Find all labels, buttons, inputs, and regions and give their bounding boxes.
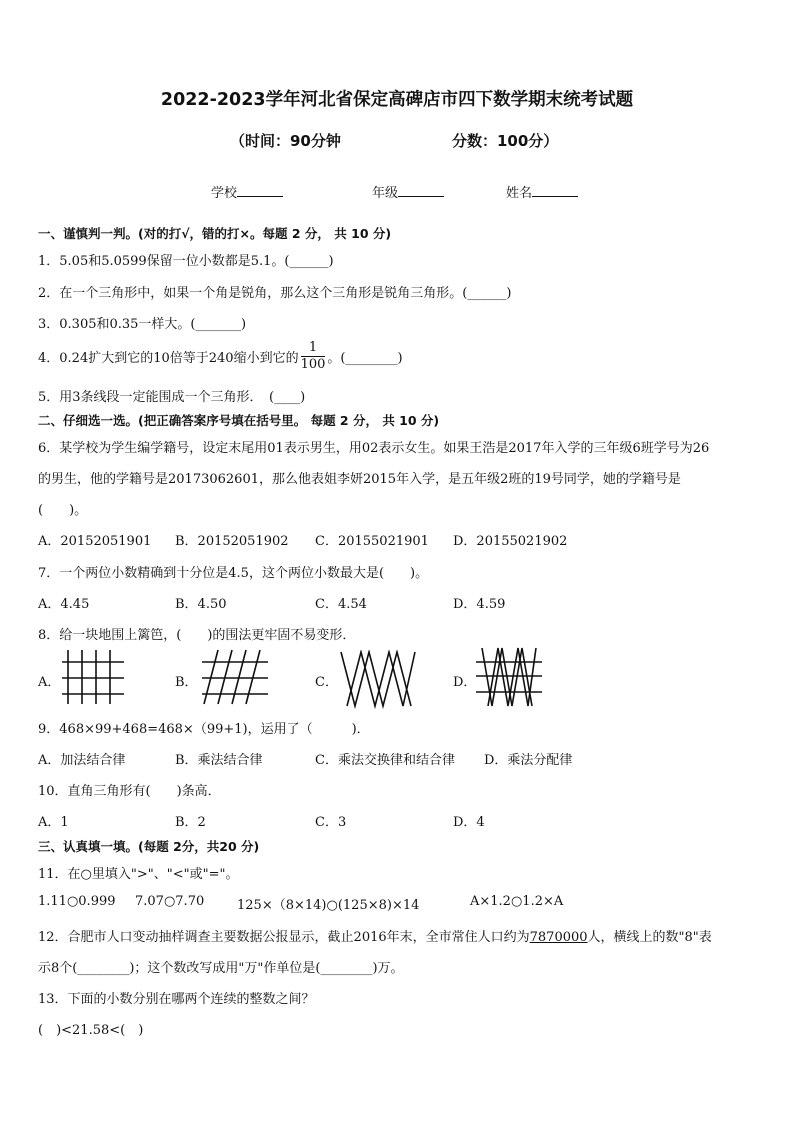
question-4 — [38, 340, 403, 373]
q11-item-2: 7.07○7.70 — [135, 894, 205, 909]
q11-item-1: 1.11○0.999 — [38, 894, 116, 909]
q9-option-b: B．乘法结合律 — [175, 753, 263, 768]
q7-option-c: C．4.54 — [315, 597, 367, 612]
question-6-line1: 6．某学校为学生编学籍号，设定末尾用01表示男生，用02表示女生。如果王浩是2017年入学的三年级6班学号为26 — [38, 441, 710, 456]
name-field — [506, 182, 578, 201]
name-label: 姓名 — [506, 186, 533, 201]
question-2: 2．在一个三角形中，如果一个角是锐角，那么这个三角形是锐角三角形。(______) — [38, 286, 512, 301]
exam-score: 分数：100分） — [452, 132, 559, 150]
q8-option-b: B． — [175, 675, 198, 690]
q6-option-d: D．20155021902 — [453, 534, 568, 549]
question-13-line2: ( )<21.58<( ) — [38, 1023, 144, 1038]
question-1: 1．5.05和5.0599保留一位小数都是5.1。(______) — [38, 254, 334, 269]
fraction-numerator: 1 — [301, 340, 326, 357]
school-field — [211, 182, 283, 201]
q11-item-4: A×1.2○1.2×A — [470, 894, 564, 909]
q9-option-d: D．乘法分配律 — [484, 753, 573, 768]
page-title: 2022-2023学年河北省保定高碑店市四下数学期末统考试题 — [160, 90, 634, 110]
fence-figure-d — [474, 646, 546, 710]
fence-figure-b — [198, 648, 274, 708]
q7-option-a: A．4.45 — [38, 597, 90, 612]
q8-option-c: C． — [315, 675, 338, 690]
question-8: 8．给一块地围上篱笆，( )的围法更牢固不易变形． — [38, 628, 356, 643]
question-6-line3: ( )。 — [38, 503, 88, 518]
q6-option-a: A．20152051901 — [38, 534, 152, 549]
question-4-blank: 。(________) — [327, 351, 403, 366]
fence-figure-a — [60, 648, 130, 708]
question-6-line2: 的男生，他的学籍号是20173062601，那么他表姐李妍2015年入学，是五年级2班的19号同学，她的学籍号是 — [38, 472, 681, 487]
section3-heading: 三、认真填一填。(每题 2分，共20 分) — [38, 839, 260, 854]
q10-option-d: D．4 — [453, 815, 485, 830]
question-5: 5．用3条线段一定能围成一个三角形． (____) — [38, 390, 306, 405]
q10-option-c: C．3 — [315, 815, 347, 830]
question-12-line2: 示8个(________)；这个数改写成用"万"作单位是(________)万。 — [38, 961, 404, 976]
underlined-number: 7870000 — [529, 930, 588, 945]
section2-heading: 二、仔细选一选。(把正确答案序号填在括号里。 每题 2 分， 共 10 分) — [38, 413, 440, 428]
q6-option-b: B．20152051902 — [175, 534, 289, 549]
question-3: 3．0.305和0.35一样大。(_______) — [38, 317, 247, 332]
section1-heading: 一、谨慎判一判。(对的打√，错的打×。每题 2 分， 共 10 分) — [38, 226, 392, 241]
exam-time: （时间：90分钟 — [230, 132, 341, 150]
question-13: 13．下面的小数分别在哪两个连续的整数之间？ — [38, 992, 315, 1007]
q8-option-a: A． — [38, 675, 61, 690]
q10-option-b: B．2 — [175, 815, 206, 830]
question-7: 7．一个两位小数精确到十分位是4.5，这个两位小数最大是( )。 — [38, 566, 429, 581]
school-label: 学校 — [211, 186, 238, 201]
grade-field — [372, 182, 444, 201]
q7-option-b: B．4.50 — [175, 597, 227, 612]
q9-option-a: A．加法结合律 — [38, 753, 126, 768]
q6-option-c: C．20155021901 — [315, 534, 429, 549]
question-12-text: 12．合肥市人口变动抽样调查主要数据公报显示，截止2016年末，全市常住人口约为 — [38, 930, 530, 945]
question-9: 9．468×99+468=468×（99+1)，运用了（ )． — [38, 722, 370, 737]
question-12-line1 — [38, 926, 712, 945]
q7-option-d: D．4.59 — [453, 597, 506, 612]
q9-option-c: C．乘法交换律和结合律 — [315, 753, 455, 768]
q11-item-3: 125×（8×14)○(125×8)×14 — [237, 898, 420, 913]
fraction — [301, 340, 326, 373]
question-12-text-end: 人，横线上的数"8"表 — [587, 930, 712, 945]
q8-option-d: D． — [453, 675, 477, 690]
q10-option-a: A．1 — [38, 815, 69, 830]
grade-label: 年级 — [372, 186, 399, 201]
fence-figure-c — [337, 650, 421, 710]
question-10: 10．直角三角形有( )条高． — [38, 784, 221, 799]
question-4-text: 4．0.24扩大到它的10倍等于240缩小到它的 — [38, 351, 299, 366]
fraction-denominator: 100 — [300, 357, 326, 372]
question-11: 11．在○里填入">"、"<"或"="。 — [38, 867, 239, 882]
